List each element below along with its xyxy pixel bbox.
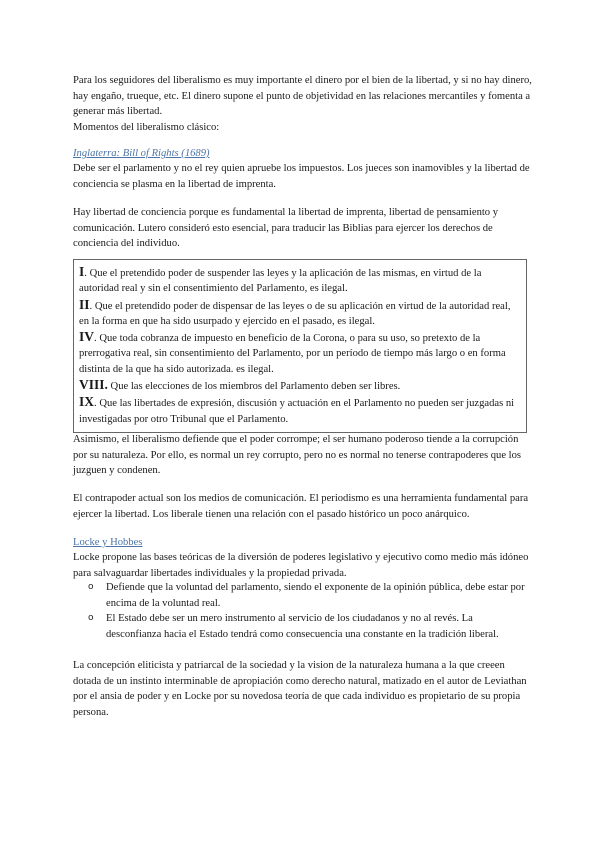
locke-bullet-list [80,580,530,642]
list-item-text: El Estado debe ser un mero instrumento al servicio de los ciudadanos y no al revés. La desconfianza hacia el Estado tendrá como consecuencia una constante en la tradición liberal. [106,613,499,640]
bill-article [79,297,521,330]
section1-paragraph [73,161,533,192]
bill-article [79,264,521,297]
list-item [80,580,530,611]
article-text: . Que las libertades de expresión, discusión y actuación en el Parlamento no pueden ser juzgadas ni investigadas por otro Tribunal que el Parlamento. [79,398,515,425]
section1-paragraph-2 [73,205,533,252]
bill-of-rights-quote-box [73,259,527,433]
hollow-bullet-icon: o [88,582,94,592]
article-text: . Que toda cobranza de impuesto en beneficio de la Corona, o para su uso, so pretexto de la prerrogativa real, sin consentimiento del Parlamento, por un período de tiempo más largo o en forma distinta de la que ha sido autorizada. es ilegal. [79,333,506,375]
intro-subheading: Momentos del liberalismo clásico: [73,121,220,133]
counterpower-text: El contrapoder actual son los medios de comunicación. El periodismo es una herramienta fundamental para ejercer la libertad. Los liberale tienen una relación con el pasado histórico un poco anárquico. [73,493,529,520]
bill-article [79,394,521,427]
counterpower-paragraph [73,491,533,522]
article-numeral: IX [79,394,95,410]
article-numeral: II [79,296,90,312]
list-item [80,611,530,642]
article-text: . Que el pretendido poder de suspender las leyes y la aplicación de las mismas, en virtud de la autoridad real y sin el consentimiento del Parlamento, es ilegal. [79,268,482,295]
section2-body-text: Locke propone las bases teóricas de la diversión de poderes legislativo y ejecutivo como medio más idóneo para salvaguardar libertades individuales y la propiedad privada. [73,552,529,579]
conclusion-text: La concepción eliticista y patriarcal de la sociedad y la vision de la naturaleza humana a la que creeen dotada de un instinto interminable de apropiación como derecho natural, matizado en el autor de Leviathan por el ansia de poder y en Locke por su novedosa teoría de que cada individuo es propietario de su propia persona. [73,660,527,718]
locke-hobbes-link[interactable]: Locke y Hobbes [73,537,143,548]
intro-paragraph [73,73,533,135]
section1-body-text-2: Hay libertad de conciencia porque es fundamental la libertad de imprenta, libertad de pensamiento y comunicación. Lutero consideró esto esencial, para traducir las Biblias para ejercer los derechos de conciencia del individuo. [73,207,499,249]
article-numeral: I [79,264,85,279]
article-numeral: VIII. [79,377,108,393]
intro-text: Para los seguidores del liberalismo es muy importante el dinero por el bien de la libertad, y si no hay dinero, hay engaño, trueque, etc. El dinero supone el punto de objetividad en las relaciones mercantiles y fomenta a generar más libertad. [73,75,532,117]
bill-article [79,377,521,394]
bill-article [79,329,521,377]
conclusion-paragraph [73,658,533,720]
section-heading-locke-hobbes[interactable] [73,535,533,551]
corruption-paragraph [73,432,533,479]
bill-of-rights-link[interactable]: Inglaterra: Bill of Rights (1689) [73,148,210,159]
section-heading-bill-of-rights[interactable] [73,146,533,162]
article-text: . Que el pretendido poder de dispensar de las leyes o de su aplicación en virtud de la autoridad real, en la forma en que ha sido usurpado y ejercido en el pasado, es ilegal. [79,300,511,327]
article-text: Que las elecciones de los miembros del Parlamento deben ser libres. [107,381,401,393]
list-item-text: Defiende que la voluntad del parlamento, siendo el exponente de la opinión pública, debe estar por encima de la voluntad real. [106,582,525,609]
section1-body-text: Debe ser el parlamento y no el rey quien apruebe los impuestos. Los jueces son inamovibles y la libertad de conciencia se plasma en la libertad de imprenta. [73,163,530,190]
corruption-text: Asimismo, el liberalismo defiende que el poder corrompe; el ser humano poderoso tiende a la corrupción por su naturaleza. Por ello, es normal un rey corrupto, pero no es normal no tenerse contrapoderes que los juzguen y condenen. [73,434,522,476]
article-numeral: IV [79,329,95,345]
section2-paragraph [73,550,533,581]
hollow-bullet-icon: o [88,613,94,623]
